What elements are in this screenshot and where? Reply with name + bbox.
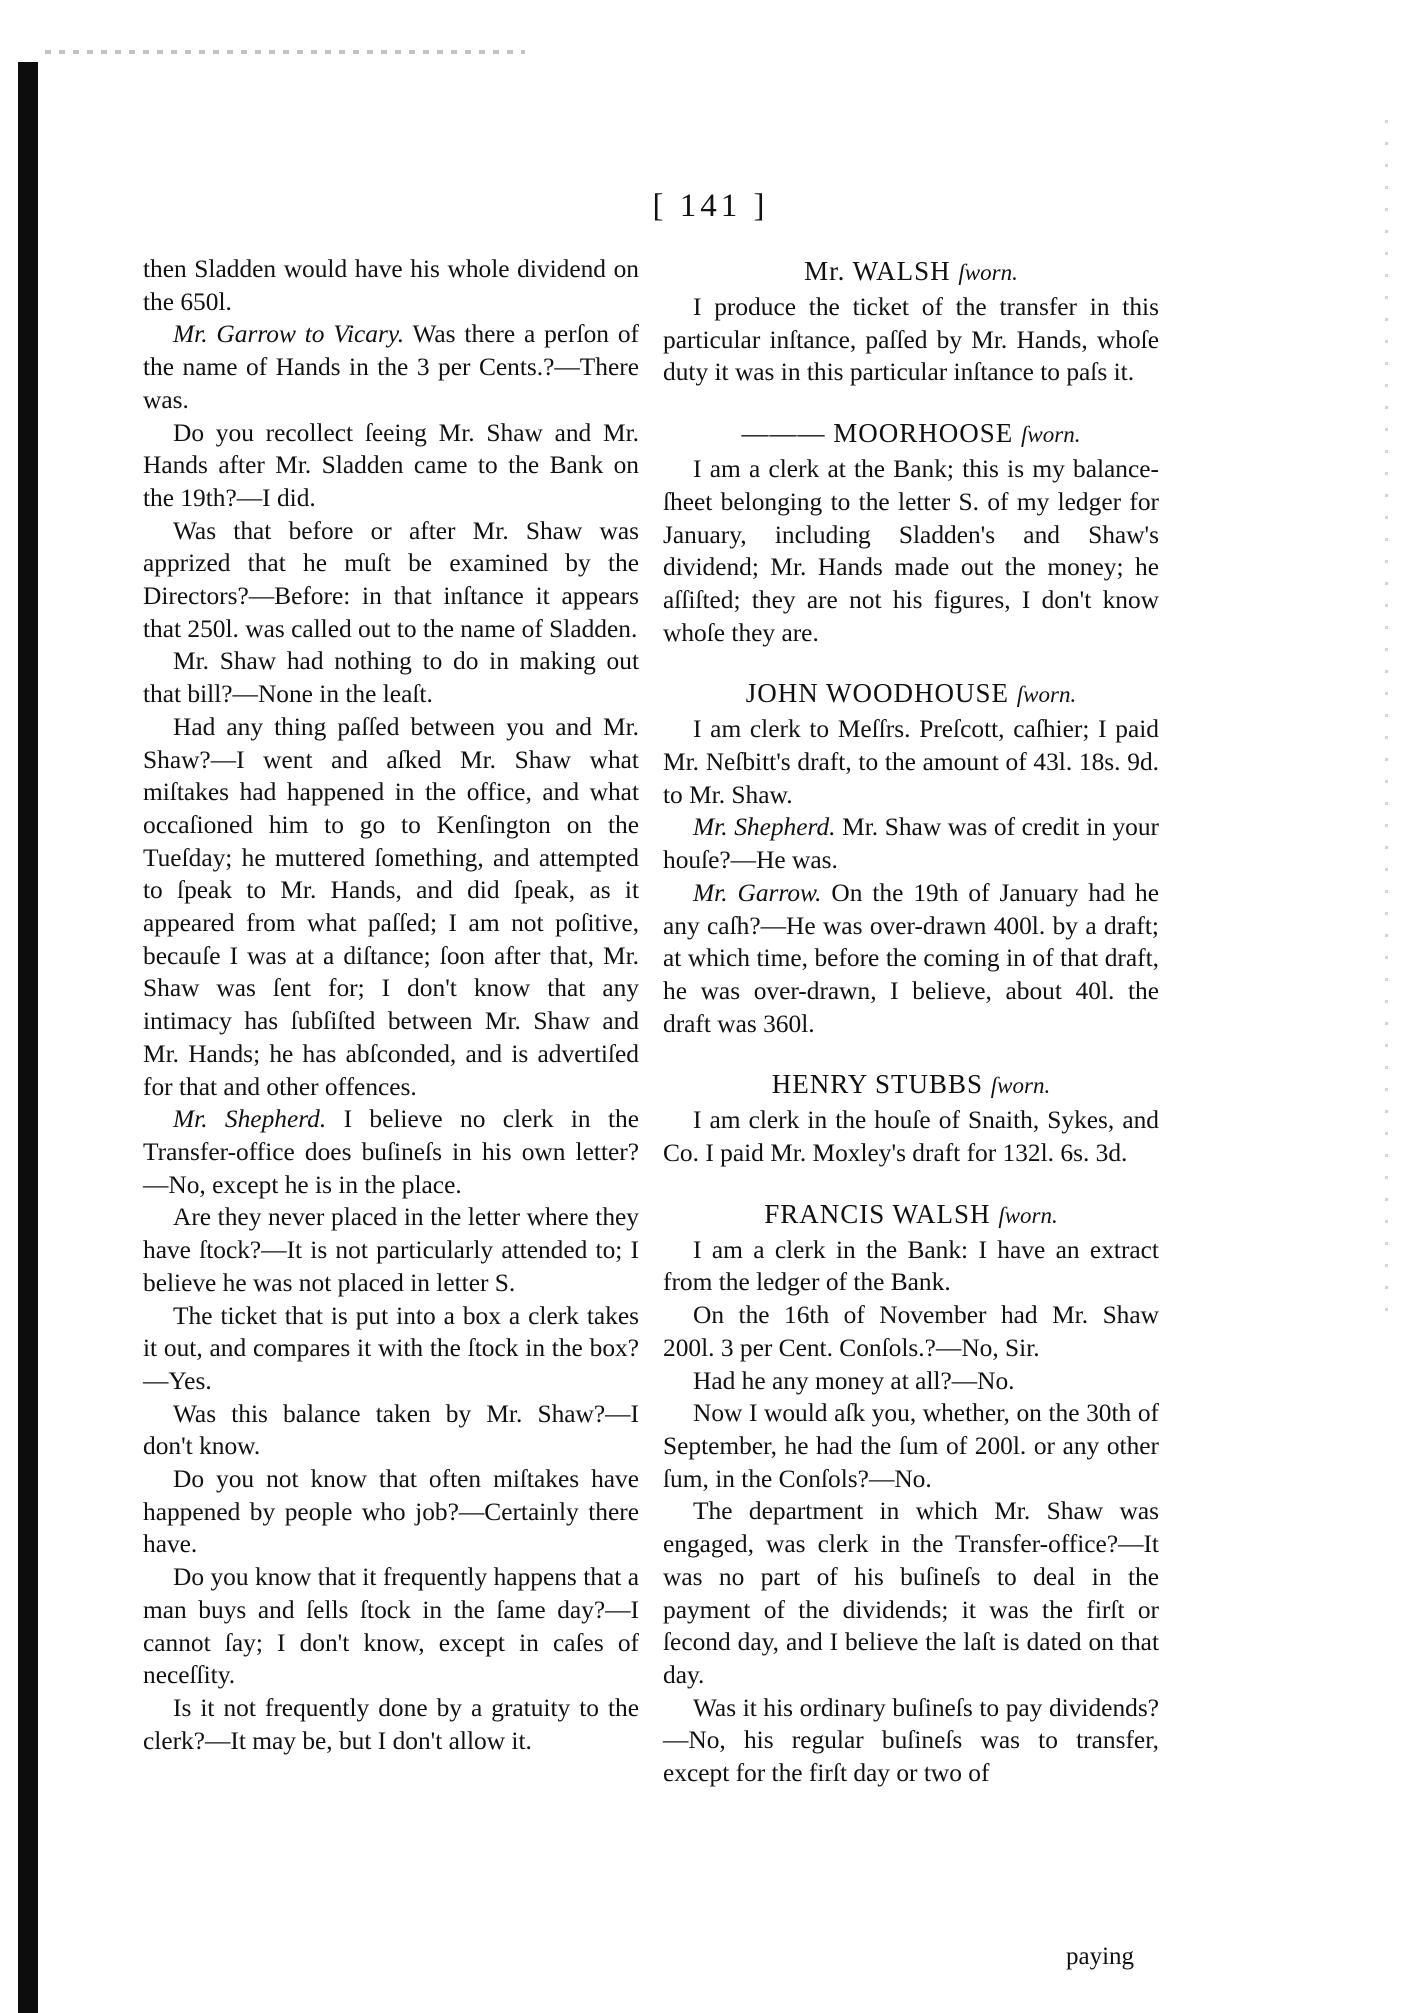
- scan-edge-shadow: [18, 62, 38, 2013]
- paragraph-text: Was it his ordinary buſineſs to pay dividends?—No, his regular buſineſs was to transfer, except for the firſt day or two of: [663, 1693, 1159, 1788]
- paragraph: [663, 713, 1159, 811]
- witness-heading: [663, 415, 1159, 453]
- paragraph-text: I produce the ticket of the transfer in this particular inſtance, paſſed by Mr. Hands, whoſe duty it was in this particular inſtance to paſs it.: [663, 293, 1159, 387]
- witness-name: JOHN WOODHOUSE: [745, 678, 1010, 709]
- witness-heading: [663, 253, 1159, 291]
- speaker-name: Mr. Garrow to Vicary.: [173, 320, 405, 349]
- paragraph-text: I am a clerk at the Bank; this is my balance-ſheet belonging to the letter S. of my ledger for January, including Sladden's and Shaw's dividend; Mr. Hands made out the money; he aſſiſted; they are not his figures, I don't know whoſe they are.: [663, 455, 1159, 647]
- speaker-name: Mr. Shepherd.: [693, 813, 836, 842]
- paragraph-text: Was that before or after Mr. Shaw was apprized that he muſt be examined by the Directors?—Before: in that inſtance it appears that 250l. was called out to the name of Sladden.: [143, 516, 639, 643]
- paragraph: [663, 1234, 1159, 1299]
- paragraph: [143, 417, 639, 515]
- paragraph: [143, 1300, 639, 1398]
- paragraph: [663, 1365, 1159, 1398]
- paragraph-text: then Sladden would have his whole dividend on the 650l.: [143, 255, 639, 316]
- witness-name: ——— MOORHOOSE: [741, 418, 1014, 449]
- witness-name: HENRY STUBBS: [771, 1069, 984, 1100]
- paragraph: [663, 1299, 1159, 1364]
- paragraph: [663, 453, 1159, 649]
- paragraph: [143, 1463, 639, 1561]
- paragraph: [143, 645, 639, 710]
- paragraph: [143, 515, 639, 646]
- paragraph-text: Had any thing paſſed between you and Mr. Shaw?—I went and aſked Mr. Shaw what miſtakes had happened in the office, and what occaſioned him to go to Kenſington on the Tueſday; he muttered ſomething, and attempted to ſpeak to Mr. Hands, and did ſpeak, as it appeared from what paſſed; I am not poſitive, becauſe I was at a diſtance; ſoon after that, Mr. Shaw was ſent for; I don't know that any intimacy has ſubſiſted between Mr. Shaw and Mr. Hands; he has abſconded, and is advertiſed for that and other offences.: [143, 712, 639, 1101]
- paragraph-text: The ticket that is put into a box a clerk takes it out, and compares it with the ſtock in the box?—Yes.: [143, 1301, 639, 1395]
- catchword: paying: [1066, 1943, 1135, 1970]
- witness-name: Mr. WALSH: [804, 256, 951, 286]
- paragraph-text: Had he any money at all?—No.: [693, 1366, 1015, 1395]
- paragraph-text: On the 16th of November had Mr. Shaw 200l. 3 per Cent. Conſols.?—No, Sir.: [663, 1301, 1159, 1362]
- paragraph-text: Mr. Shaw had nothing to do in making out that bill?—None in the leaſt.: [143, 647, 639, 709]
- witness-heading: [663, 675, 1159, 713]
- paragraph-text: I believe no clerk in the Transfer-office does buſineſs in his own letter?—No, except he is in the place.: [143, 1105, 639, 1199]
- paragraph: [143, 1398, 639, 1463]
- paragraph-text: I am clerk to Meſſrs. Preſcott, caſhier; I paid Mr. Neſbitt's draft, to the amount of 43l. 18s. 9d. to Mr. Shaw.: [663, 715, 1159, 809]
- paragraph: [143, 1692, 639, 1757]
- left-column: [143, 253, 639, 1757]
- witness-name: FRANCIS WALSH: [764, 1198, 991, 1229]
- paragraph-text: On the 19th of January had he any caſh?—He was over-drawn 400l. by a draft; at which time, before the coming in of that draft, he was over-drawn, I believe, about 40l. the draft was 360l.: [663, 878, 1159, 1038]
- paragraph-text: Now I would aſk you, whether, on the 30th of September, he had the ſum of 200l. or any other ſum, in the Conſols?—No.: [663, 1399, 1159, 1493]
- paragraph-text: Do you not know that often miſtakes have happened by people who job?—Certainly there have.: [143, 1465, 639, 1559]
- scan-specks: [1385, 120, 1388, 1320]
- paragraph: [143, 318, 639, 416]
- paragraph: [663, 877, 1159, 1041]
- paragraph: [143, 1561, 639, 1692]
- paragraph: [663, 811, 1159, 876]
- paragraph-text: The department in which Mr. Shaw was engaged, was clerk in the Transfer-office?—It was no part of his buſineſs to deal in the payment of the dividends; it was the firſt or ſecond day, and I believe the laſt is dated on that day.: [663, 1497, 1159, 1689]
- paragraph: [143, 253, 639, 318]
- paragraph-text: Was there a perſon of the name of Hands in the 3 per Cents.?—There was.: [143, 320, 639, 414]
- speaker-name: Mr. Garrow.: [693, 878, 822, 907]
- paragraph: [663, 1495, 1159, 1691]
- paragraph: [143, 1201, 639, 1299]
- paragraph-text: Mr. Shaw was of credit in your houſe?—He was.: [663, 813, 1160, 875]
- paragraph-text: I am clerk in the houſe of Snaith, Sykes, and Co. I paid Mr. Moxley's draft for 132l. 6s. 3d.: [663, 1106, 1159, 1168]
- page-number: [ 141 ]: [652, 188, 769, 224]
- witness-heading: [663, 1066, 1159, 1104]
- paragraph-text: Do you know that it frequently happens that a man buys and ſells ſtock in the ſame day?—I cannot ſay; I don't know, except in caſes of neceſſity.: [143, 1563, 639, 1690]
- witness-heading: [663, 1196, 1159, 1234]
- sworn-label: ſworn.: [1016, 682, 1077, 708]
- paragraph-text: Are they never placed in the letter where they have ſtock?—It is not particularly attended to; I believe he was not placed in letter S.: [143, 1203, 639, 1297]
- speaker-name: Mr. Shepherd.: [173, 1105, 327, 1134]
- paragraph-text: Is it not frequently done by a gratuity to the clerk?—It may be, but I don't allow it.: [143, 1693, 639, 1755]
- sworn-label: ſworn.: [1021, 422, 1081, 448]
- paragraph: [143, 1103, 639, 1201]
- paragraph-text: Do you recollect ſeeing Mr. Shaw and Mr. Hands after Mr. Sladden came to the Bank on the 19th?—I did.: [143, 418, 639, 512]
- sworn-label: ſworn.: [958, 260, 1018, 285]
- sworn-label: ſworn.: [990, 1073, 1051, 1099]
- right-column: [663, 253, 1159, 1790]
- paragraph: [143, 711, 639, 1103]
- paragraph-text: Was this balance taken by Mr. Shaw?—I don't know.: [143, 1399, 639, 1461]
- paragraph-text: I am a clerk in the Bank: I have an extract from the ledger of the Bank.: [663, 1235, 1159, 1297]
- paragraph: [663, 291, 1159, 389]
- sworn-label: ſworn.: [998, 1202, 1058, 1228]
- paragraph: [663, 1397, 1159, 1495]
- paragraph: [663, 1104, 1159, 1169]
- scan-smudge: [45, 50, 525, 54]
- paragraph: [663, 1692, 1159, 1790]
